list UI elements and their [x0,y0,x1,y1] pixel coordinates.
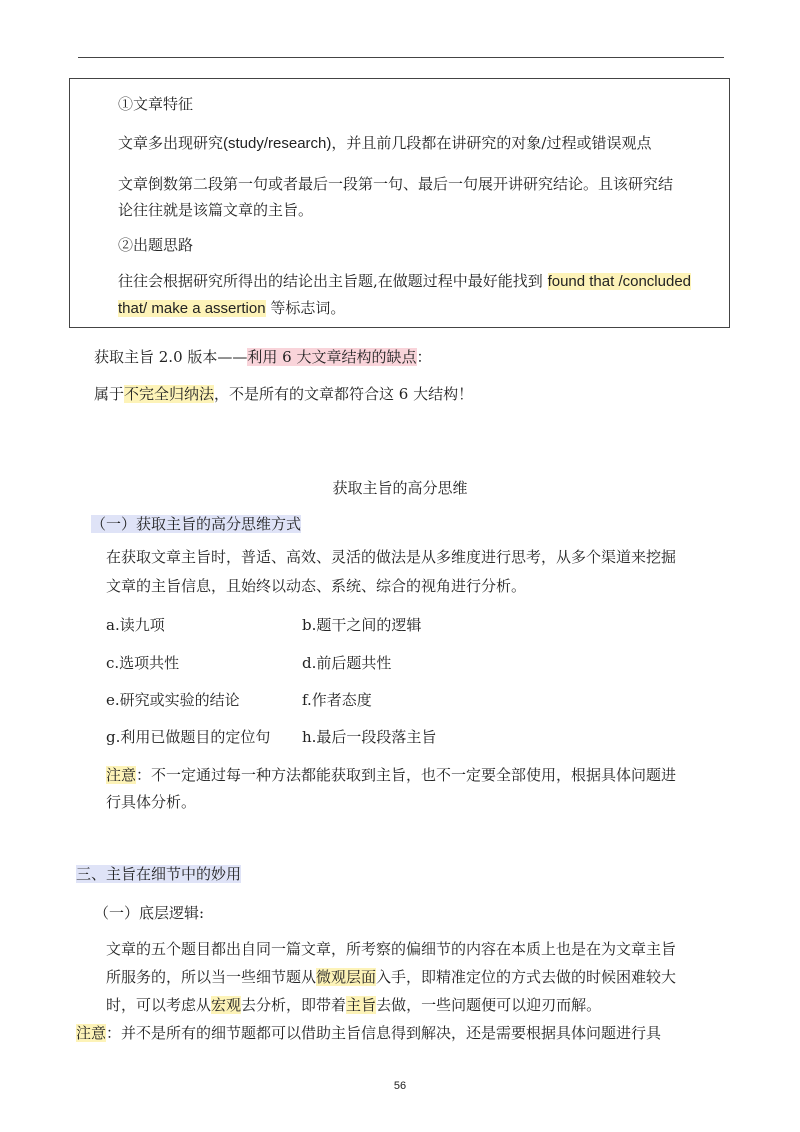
method-a: a.读九项 [106,616,165,634]
method-f: f.作者态度 [302,691,372,709]
sub1-heading-text: （一）获取主旨的高分思维方式 [91,515,302,533]
note-label: 注意 [106,766,137,784]
box-para-3-line-2 [118,295,345,322]
highlight-make-assertion: that/ make a assertion [118,300,266,317]
v2-heading-colon: ： [416,348,432,366]
sub1-heading [91,511,301,537]
part3-para-line-3 [106,992,601,1018]
v2-statement [94,381,473,407]
box-para-2-line-1: 文章倒数第二段第一句或者最后一段第一句、最后一句展开讲研究结论。且该研究结 [118,175,674,193]
part3-para-line-3-b: 去分析，即带着 [241,996,347,1014]
method-e: e.研究或实验的结论 [106,691,240,709]
sub1-para-line-2: 文章的主旨信息，且始终以动态、系统、综合的视角进行分析。 [106,577,527,595]
part3-para-line-2-a: 所服务的，所以当一些细节题从 [106,968,317,986]
part3-subheading: （一）底层逻辑: [94,904,205,922]
box-para-2-line-2: 论往往就是该篇文章的主旨。 [118,201,314,219]
v2-heading [94,344,432,370]
method-c: c.选项共性 [106,654,180,672]
part3-note [76,1020,661,1046]
v2-heading-a: 获取主旨 2.0 版本—— [94,348,248,366]
box-para-3-line-1 [118,268,691,295]
box-para-1-c: ，并且前几段都在讲研究的对象/过程或错误观点 [331,134,652,152]
box-para-3-c: 等标志词。 [270,299,346,317]
sub1-note-line-1 [106,762,676,788]
sub1-para-line-1: 在获取文章主旨时，普适、高效、灵活的做法是从多维度进行思考，从多个渠道来挖掘 [106,548,677,566]
highlight-incomplete-induction: 不完全归纳法 [124,385,215,403]
highlight-six-structures: 利用 6 大文章结构的缺点 [247,348,417,366]
v2-statement-b: ，不是所有的文章都符合这 6 大结构！ [214,385,474,403]
method-g: g.利用已做题目的定位句 [106,728,271,746]
part3-heading-text: 三、主旨在细节中的妙用 [76,865,242,883]
method-b: b.题干之间的逻辑 [302,616,422,634]
box-heading-idea: ②出题思路 [118,236,194,254]
sub1-note-text: ：不一定通过每一种方法都能获取到主旨，也不一定要全部使用，根据具体问题进 [136,766,677,784]
highlight-found-that: found that /concluded [547,273,692,290]
section-title: 获取主旨的高分思维 [332,479,468,497]
box-para-1-b: (study/research) [223,135,332,152]
page-number: 56 [393,1080,407,1092]
part3-para-line-2-b: 入手，即精准定位的方式去做的时候困难较大 [376,968,677,986]
header-rule [78,57,724,58]
method-h: h.最后一段段落主旨 [302,728,437,746]
highlight-macro: 宏观 [211,996,242,1014]
part3-heading [76,861,241,887]
v2-statement-a: 属于 [94,385,125,403]
box-heading-features: ①文章特征 [118,95,194,113]
part3-note-label: 注意 [76,1024,107,1042]
sub1-note-line-2: 行具体分析。 [106,793,197,811]
box-para-3-a: 往往会根据研究所得出的结论出主旨题,在做题过程中最好能找到 [118,272,543,290]
method-d: d.前后题共性 [302,654,392,672]
part3-para-line-3-a: 时，可以考虑从 [106,996,212,1014]
box-para-1 [118,130,651,157]
part3-para-line-3-c: 去做，一些问题便可以迎刃而解。 [376,996,602,1014]
box-para-1-a: 文章多出现研究 [118,134,224,152]
highlight-main-idea: 主旨 [346,996,377,1014]
highlight-micro-level: 微观层面 [316,968,377,986]
part3-para-line-1: 文章的五个题目都出自同一篇文章，所考察的偏细节的内容在本质上也是在为文章主旨 [106,940,677,958]
part3-para-line-2 [106,964,676,990]
part3-note-text: ：并不是所有的细节题都可以借助主旨信息得到解决，还是需要根据具体问题进行具 [106,1024,662,1042]
